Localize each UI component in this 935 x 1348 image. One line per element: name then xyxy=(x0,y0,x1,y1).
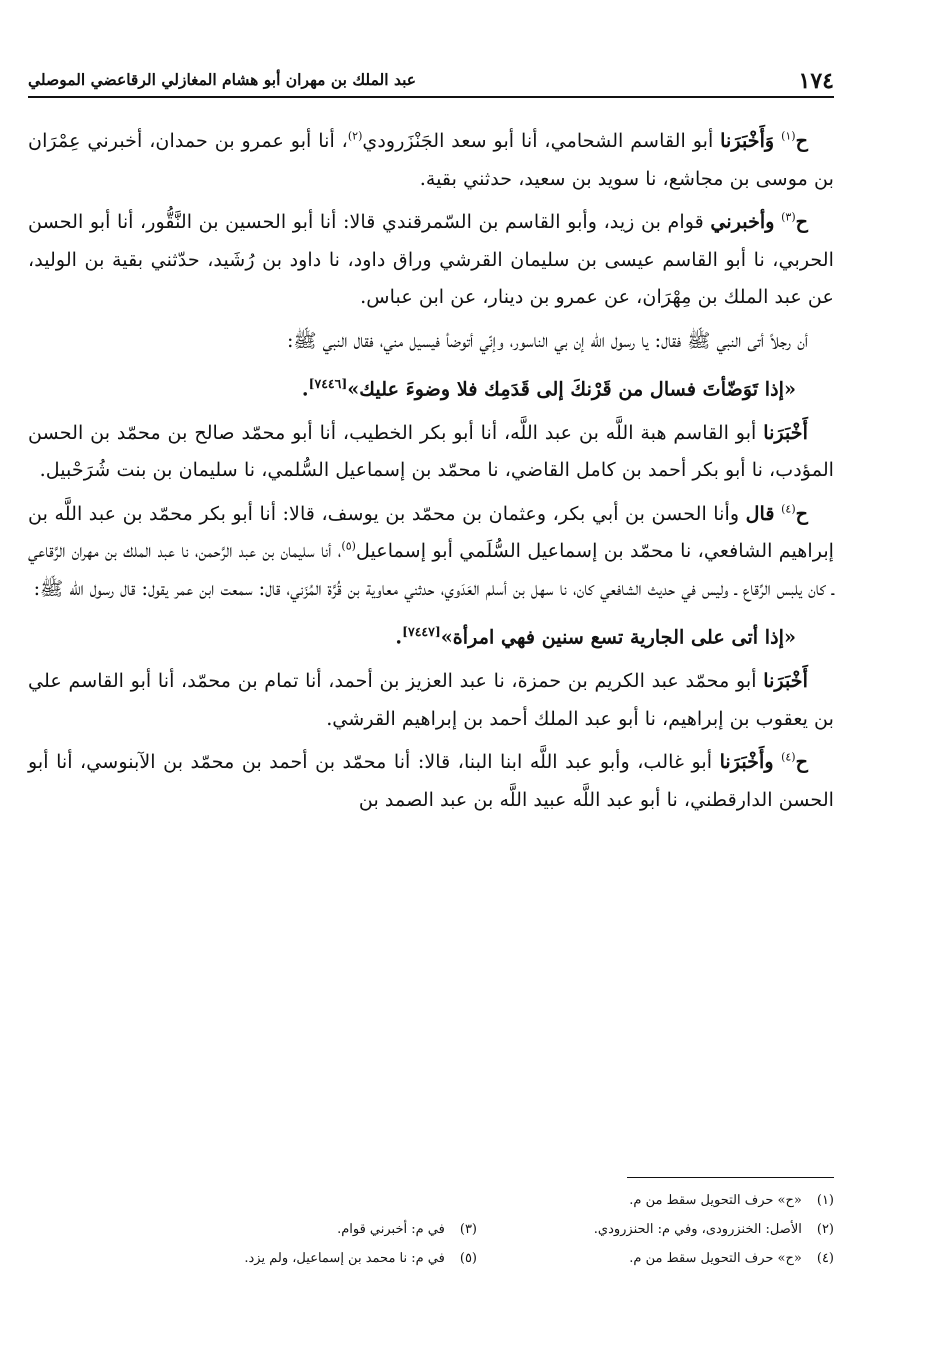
narration-lead: أَخْبَرَنا xyxy=(763,420,808,444)
paragraph-5 xyxy=(28,495,834,608)
paragraph-text: وأنا الحسن بن أبي بكر، وعثمان بن محمّد بن يوسف، قالا: أنا أبو بكر محمّد بن عبد اللَّه بن إبراهيم الشافعي، نا محمّد بن إسماعيل السُّلَمي أبو إسماعيل xyxy=(28,501,835,563)
footnote-number: (٤) xyxy=(816,1251,834,1266)
narration-lead: وأخبرني xyxy=(710,210,775,233)
page-number: ١٧٤ xyxy=(798,68,834,94)
hadith-number: [٧٤٤٧] xyxy=(402,624,441,640)
tahwil-mark: ح xyxy=(795,210,808,233)
paragraph-text: أبو القاسم هبة اللَّه بن عبد اللَّه، أنا أبو بكر الخطيب، أنا أبو محمّد صالح بن محمّد بن الحسن المؤدب، نا أبو بكر أحمد بن كامل القاضي، نا محمّد بن إسماعيل السُّلمي، نا سليمان بن بنت شُرَحْبيل. xyxy=(28,420,834,482)
paragraph-6 xyxy=(28,662,834,737)
running-title: عبد الملك بن مهران أبو هشام المغازلي الرقاعضي الموصلي xyxy=(28,70,417,89)
paragraph-2 xyxy=(28,203,834,316)
paragraph-text: قوام بن زيد، وأبو القاسم بن السّمرقندي قالا: أنا أبو الحسين بن النَّقُّور، أنا أبو الحسن الحربي، نا أبو القاسم عيسى بن سليمان القرشي وراق داود، نا داود بن رُشَيد، حدّثني بقية بن الوليد، عن عبد الملك بن مِهْرَان، عن عمرو بن دينار، عن ابن عباس. xyxy=(28,210,834,308)
footnote-1 xyxy=(477,1186,834,1215)
footnote-ref: (٤) xyxy=(781,502,796,516)
narration-lead: أَخْبَرَنا xyxy=(763,669,808,693)
footnote-ref: (٤) xyxy=(781,750,796,764)
footnote-number: (١) xyxy=(816,1193,834,1208)
footnote-text: الأصل: الخنزرودى، وفي م: الحنزرودي. xyxy=(593,1222,802,1237)
footnote-number: (٢) xyxy=(816,1222,834,1237)
footnote-ref: (٥) xyxy=(341,540,356,553)
hadith-number: [٧٤٤٦] xyxy=(308,376,348,391)
paragraph-text: أن رجلاً أتى النبي ﷺ فقال: يا رسول الله إن بي الناسور، وإنّي أتوضأ فيسيل مني، فقال النبي ﷺ: xyxy=(286,328,808,352)
paragraph-1 xyxy=(28,122,834,197)
tahwil-mark: ح xyxy=(795,501,808,525)
footnote-row xyxy=(120,1186,834,1215)
narration-lead: قال xyxy=(745,501,775,525)
hadith-text: «إذا تَوَضّأتَ فسال من قَرْنكَ إلى قَدَمِك فلا وضوءَ عليك» xyxy=(347,377,796,401)
footnote-text: في م: أخبرني قوام. xyxy=(337,1222,445,1237)
footnote-ref: (١) xyxy=(781,129,796,143)
tahwil-mark: ح xyxy=(795,129,808,152)
paragraph-text: أبو القاسم الشحامي، أنا أبو سعد الجَنْزَرودي xyxy=(362,129,714,152)
narration-lead: وأَخْبَرَنا xyxy=(719,750,774,774)
paragraph-3 xyxy=(28,322,834,360)
footnote-row xyxy=(120,1215,834,1244)
paragraph-7 xyxy=(28,743,834,818)
footnote-text: «ح» حرف التحويل سقط من م. xyxy=(629,1193,802,1208)
footnote-ref: (٣) xyxy=(781,210,796,224)
page-header xyxy=(28,66,834,98)
hadith-quote-1 xyxy=(28,365,834,408)
footnote-3 xyxy=(120,1215,477,1244)
footnote-divider xyxy=(627,1177,834,1178)
footnote-ref: (٢) xyxy=(347,129,363,143)
main-text xyxy=(28,122,834,824)
paragraph-text: أبو محمّد عبد الكريم بن حمزة، نا عبد العزيز بن أحمد، أنا تمام بن محمّد، أنا أبو القاسم علي بن يعقوب بن إبراهيم، نا أبو عبد الملك أحمد بن إبراهيم القرشي. xyxy=(28,669,834,730)
period: . xyxy=(395,625,403,649)
hadith-quote-2 xyxy=(28,613,834,656)
paragraph-text: ، أنا سليمان بن عبد الرَّحمن، نا عبد الملك بن مهران الرَّقاعي ـ كان يلبس الرِّقاع ـ وليس في حديث الشافعي كان، نا سهل بن أسلم العَدَوي، حدثني معاوية بن قُرَّة المُزَني، قال: سمعت ابن عمر يقول: قال رسول الله ﷺ: xyxy=(28,539,834,600)
paragraph-4 xyxy=(28,414,834,489)
narration-lead: وَأَخْبَرَنا xyxy=(720,129,775,152)
footnote-2 xyxy=(477,1215,834,1244)
tahwil-mark: ح xyxy=(795,750,808,774)
footnote-4 xyxy=(477,1244,834,1273)
paragraph-text: ، أنا أبو عمرو بن حمدان، أخبرني عِمْرَان بن موسى بن مجاشع، نا سويد بن سعيد، حدثني بقية. xyxy=(28,129,834,190)
footnote-text: «ح» حرف التحويل سقط من م. xyxy=(629,1251,802,1266)
footnote-text: في م: نا محمد بن إسماعيل، ولم يزد. xyxy=(244,1251,445,1266)
footnote-number: (٥) xyxy=(459,1251,477,1266)
footnotes xyxy=(120,1186,834,1273)
paragraph-text: أبو غالب، وأبو عبد اللَّه ابنا البنا، قالا: أنا محمّد بن أحمد بن محمّد بن الآبنوسي، أنا أبو الحسن الدارقطني، نا أبو عبد اللَّه عبيد اللَّه بن عبد الصمد بن xyxy=(28,750,834,811)
hadith-text: «إذا أتى على الجارية تسع سنين فهي امرأة» xyxy=(440,625,796,649)
footnote-row xyxy=(120,1244,834,1273)
period: . xyxy=(301,377,309,401)
footnote-5 xyxy=(120,1244,477,1273)
footnote-number: (٣) xyxy=(459,1222,477,1237)
